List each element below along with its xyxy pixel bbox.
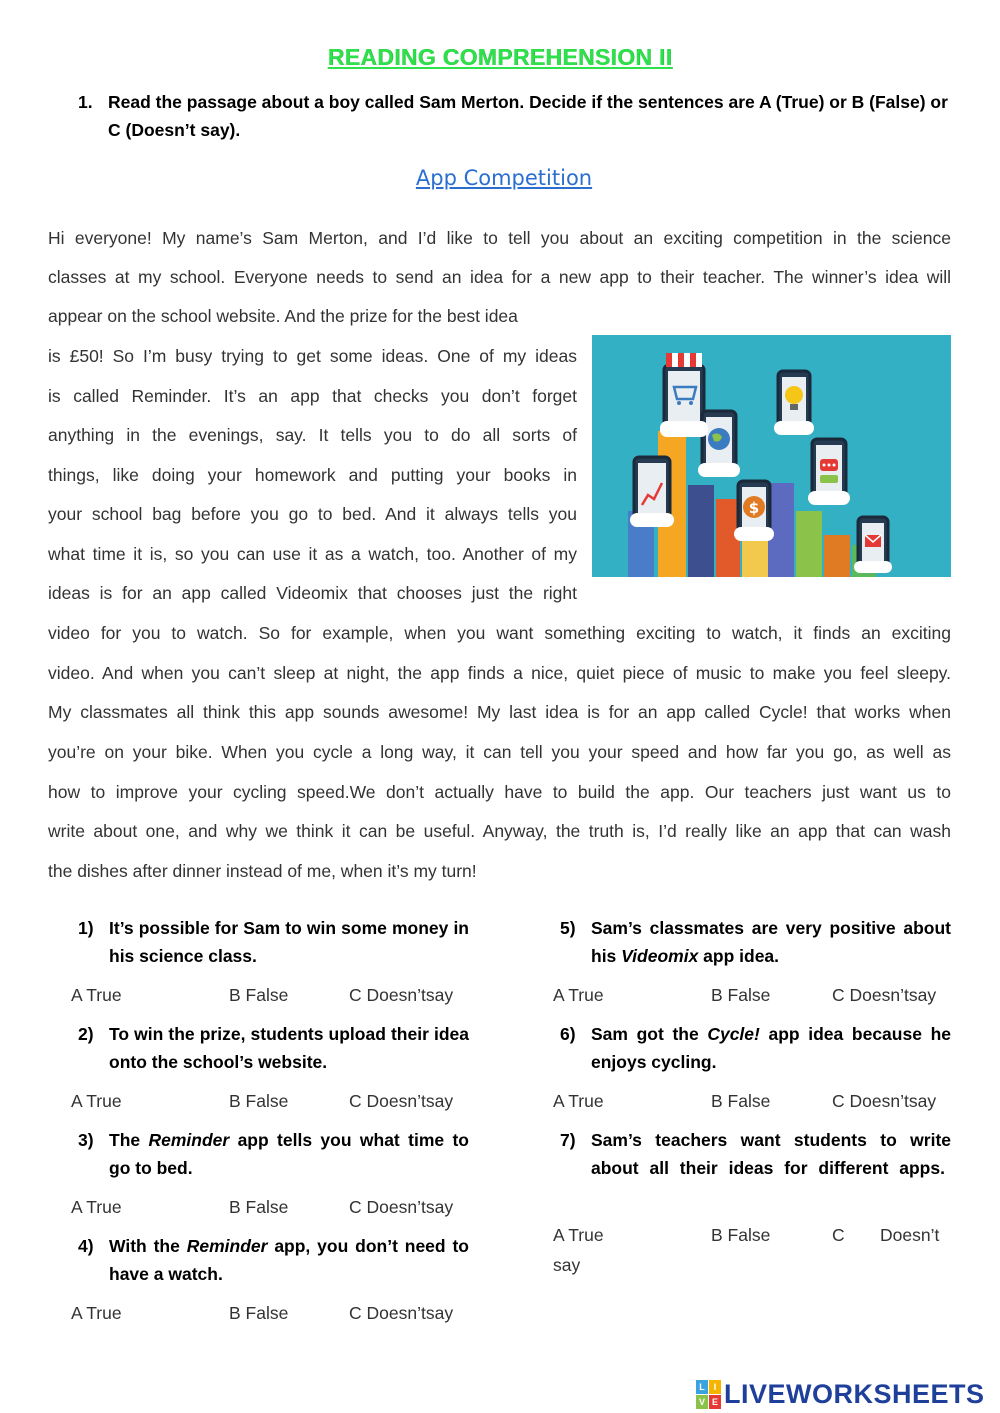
option-b[interactable]: B False (711, 1225, 771, 1245)
logo-mark-icon: L I V E (696, 1380, 721, 1409)
passage-line: you’re on your bike. When you cycle a long way, it can tell you your speed and how far you go, as well as (48, 742, 951, 762)
question-2 (78, 1020, 469, 1076)
hands-holding-smartphones-illustration (592, 335, 951, 577)
option-b[interactable]: B False (229, 1303, 289, 1323)
option-c[interactable]: C Doesn’tsay (349, 985, 454, 1005)
passage-line: Hi everyone! My name’s Sam Merton, and I’d like to tell you about an exciting competition in the science (48, 228, 951, 248)
passage-line: the dishes after dinner instead of me, when it’s my turn! (48, 861, 477, 881)
option-a[interactable]: A True (71, 1091, 122, 1111)
question-number: 3) (78, 1130, 94, 1150)
liveworksheets-logo (696, 1378, 985, 1410)
passage-line: what time it is, so you can use it as a watch, too. Another of my (48, 544, 577, 564)
question-text: Sam’s classmates are very positive about his Videomix app idea. (591, 918, 951, 966)
instruction-text: Read the passage about a boy called Sam Merton. Decide if the sentences are A (True) or B (False) or C (Doesn’t say). (108, 92, 948, 140)
option-c[interactable]: C Doesn’tsay (349, 1091, 454, 1111)
passage-line: ideas is for an app called Videomix that chooses just the right (48, 583, 577, 603)
option-a[interactable]: A True (71, 1197, 122, 1217)
passage-line: classes at my school. Everyone needs to send an idea for a new app to their teacher. The winner’s idea will (48, 267, 951, 287)
option-b[interactable]: B False (711, 1091, 771, 1111)
passage-line: appear on the school website. And the prize for the best idea (48, 306, 518, 326)
option-c[interactable]: C Doesn’tsay (832, 985, 937, 1005)
option-a[interactable]: A True (553, 985, 604, 1005)
passage-line: how to improve your cycling speed.We don’t actually have to build the app. Our teachers just want us to (48, 782, 951, 802)
question-4 (78, 1232, 469, 1288)
question-number: 2) (78, 1024, 94, 1044)
logo-text: LIVEWORKSHEETS (724, 1378, 985, 1409)
passage-line: write about one, and why we think it can be useful. Anyway, the truth is, I’d really like an app that can wash (48, 821, 951, 841)
option-b[interactable]: B False (229, 1091, 289, 1111)
question-text: Sam’s teachers want students to write about all their ideas for different apps. (591, 1130, 951, 1178)
question-7 (560, 1126, 951, 1182)
question-text: Sam got the Cycle! app idea because he enjoys cycling. (591, 1024, 951, 1072)
passage-line: video. And when you can’t sleep at night, the app finds a nice, quiet piece of music to make you feel sleepy. (48, 663, 951, 683)
worksheet-title: READING COMPREHENSION II (327, 44, 673, 70)
option-c-text: Doesn’t (880, 1225, 940, 1245)
question-number: 5) (560, 918, 576, 938)
option-b[interactable]: B False (711, 985, 771, 1005)
passage-line: things, like doing your homework and putting your books in (48, 465, 577, 485)
option-c[interactable]: C Doesn’tsay (832, 1091, 937, 1111)
passage-line: anything in the evenings, say. It tells you to do all sorts of (48, 425, 577, 445)
passage-line: your school bag before you go to bed. And it always tells you (48, 504, 577, 524)
passage-title: App Competition (415, 166, 593, 190)
svg-text:$: $ (748, 499, 760, 517)
question-number: 7) (560, 1130, 576, 1150)
question-text: It’s possible for Sam to win some money in his science class. (109, 918, 469, 966)
question-6 (560, 1020, 951, 1076)
question-number: 4) (78, 1236, 94, 1256)
option-c-text-wrap: say (553, 1255, 581, 1275)
instruction (78, 88, 958, 144)
passage-line: video for you to watch. So for example, when you want something exciting to watch, it finds an exciting (48, 623, 951, 643)
option-b[interactable]: B False (229, 1197, 289, 1217)
option-a[interactable]: A True (553, 1091, 604, 1111)
question-number: 6) (560, 1024, 576, 1044)
question-number: 1) (78, 918, 94, 938)
option-a[interactable]: A True (553, 1225, 604, 1245)
question-text: To win the prize, students upload their idea onto the school’s website. (109, 1024, 469, 1072)
passage-line: My classmates all think this app sounds awesome! My last idea is for an app called Cycle! that works when (48, 702, 951, 722)
question-3 (78, 1126, 469, 1182)
option-b[interactable]: B False (229, 985, 289, 1005)
option-c[interactable]: C Doesn’tsay (349, 1303, 454, 1323)
question-text: With the Reminder app, you don’t need to have a watch. (109, 1236, 469, 1284)
option-c[interactable]: C Doesn’tsay (349, 1197, 454, 1217)
passage-line: is £50! So I’m busy trying to get some ideas. One of my ideas (48, 346, 577, 366)
instruction-number: 1. (78, 92, 93, 112)
option-c[interactable]: C (832, 1225, 845, 1245)
option-a[interactable]: A True (71, 1303, 122, 1323)
question-text: The Reminder app tells you what time to go to bed. (109, 1130, 469, 1178)
passage-line: is called Reminder. It’s an app that checks you don’t forget (48, 386, 577, 406)
question-5 (560, 914, 951, 970)
question-1 (78, 914, 469, 970)
option-a[interactable]: A True (71, 985, 122, 1005)
